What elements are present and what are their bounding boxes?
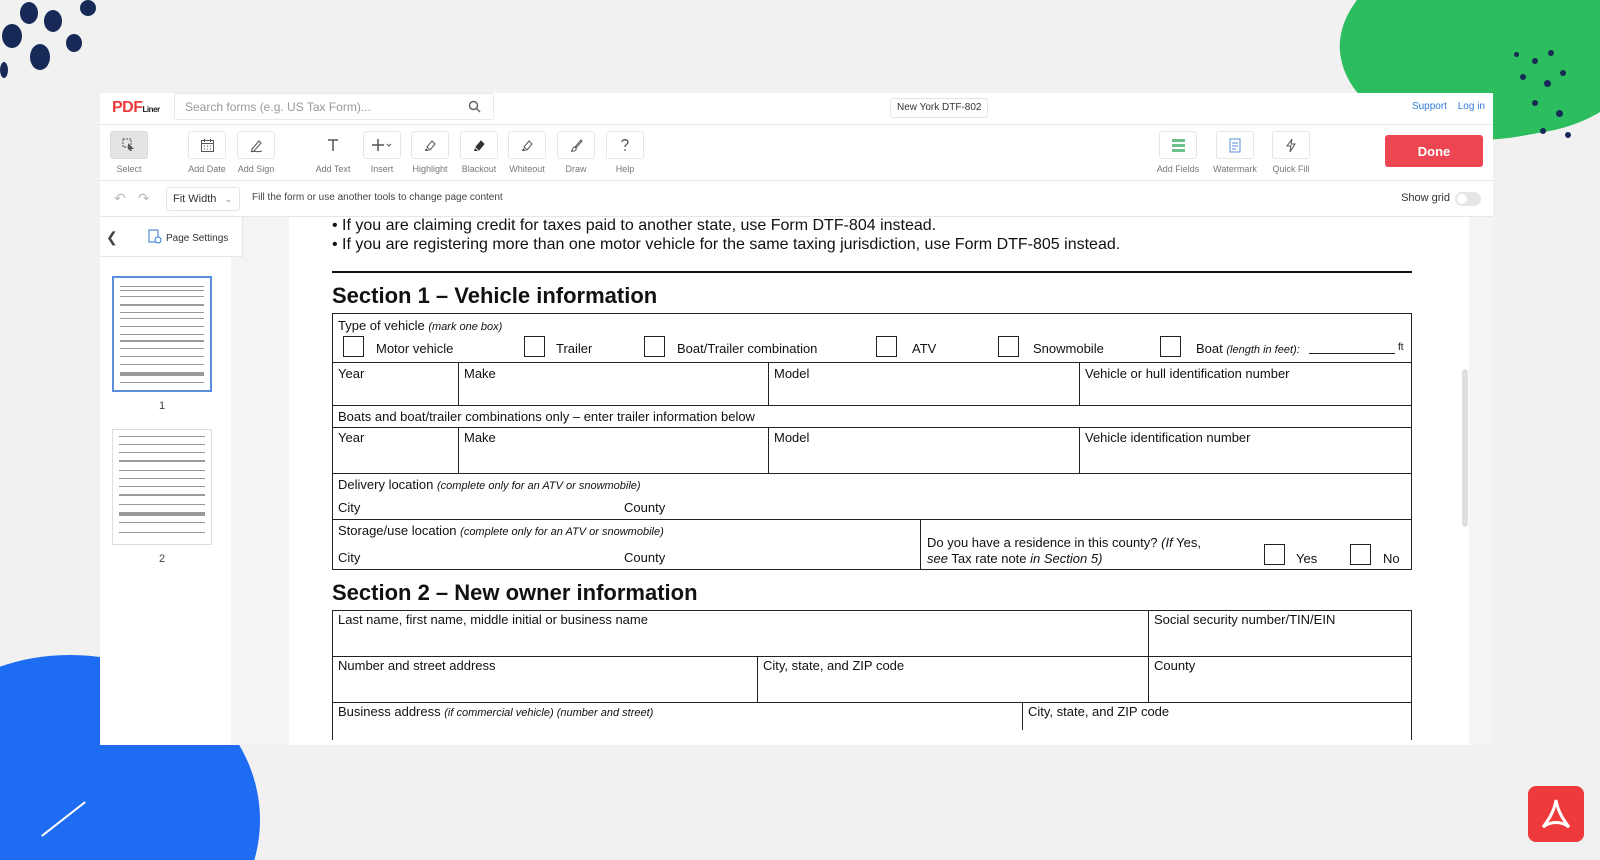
eraser-icon (508, 131, 546, 159)
redo-icon[interactable]: ↷ (138, 190, 150, 206)
model-label: Model (774, 366, 810, 381)
top-links (1404, 101, 1485, 112)
street-address-label: Number and street address (338, 658, 496, 673)
hint-text: Fill the form or use another tools to change page content (252, 192, 503, 203)
tool-label: Add Sign (237, 164, 275, 174)
row-line (332, 519, 1412, 520)
tool-add-fields[interactable] (1155, 131, 1201, 174)
tool-label: Select (116, 164, 142, 174)
highlighter-icon (411, 131, 449, 159)
document-scrollbar[interactable] (1462, 369, 1468, 527)
trailer-model-label: Model (774, 430, 810, 445)
checkbox-boat-trailer[interactable] (644, 336, 665, 357)
vehicle-type-label: Boat/Trailer combination (677, 341, 818, 356)
page-sidebar (100, 217, 243, 745)
tool-whiteout[interactable] (504, 131, 550, 174)
search-input[interactable] (185, 100, 455, 114)
col-line (768, 427, 769, 473)
trailer-make-label: Make (464, 430, 496, 445)
login-link[interactable]: Log in (1457, 101, 1485, 112)
calendar-icon (188, 131, 226, 159)
page-settings-button[interactable] (148, 229, 228, 247)
cursor-icon (110, 131, 148, 159)
tool-insert[interactable] (359, 131, 405, 174)
tool-label: Insert (370, 164, 394, 174)
section-divider (332, 271, 1412, 273)
city-state-zip-label: City, state, and ZIP code (763, 658, 905, 673)
page-clip (332, 745, 1422, 765)
show-grid-label: Show grid (1401, 192, 1450, 204)
document-name[interactable]: New York DTF-802 (890, 98, 988, 118)
text-icon (314, 131, 352, 159)
owner-county-label: County (1154, 658, 1196, 673)
col-line (1022, 702, 1023, 730)
storage-county-label: County (624, 550, 666, 565)
page-thumbnail-1[interactable] (112, 276, 212, 392)
tool-label: Whiteout (509, 164, 545, 174)
tool-add-sign[interactable] (233, 131, 279, 174)
vin-hull-label: Vehicle or hull identification number (1085, 366, 1290, 381)
tool-label: Watermark (1213, 164, 1257, 174)
business-city-state-zip-label: City, state, and ZIP code (1028, 704, 1170, 719)
tool-label: Draw (565, 164, 587, 174)
checkbox-atv[interactable] (876, 336, 897, 357)
row-line (332, 362, 1412, 363)
top-bar (100, 93, 1493, 125)
search-box (174, 93, 494, 120)
yes-label: Yes (1296, 551, 1318, 566)
storage-location-label: Storage/use location (complete only for an ATV or snowmobile) (338, 523, 664, 538)
pdf-logo-icon (1528, 786, 1584, 842)
row-line (332, 405, 1412, 406)
col-line (1079, 427, 1080, 473)
vehicle-type-label: Trailer (556, 341, 593, 356)
page-number-1: 1 (158, 400, 166, 412)
row-line (332, 427, 1412, 428)
tool-label: Help (615, 164, 635, 174)
plus-icon (363, 131, 401, 159)
boats-note-label: Boats and boat/trailer combinations only – enter trailer information below (338, 409, 755, 424)
tool-label: Add Date (188, 164, 226, 174)
tool-label: Add Fields (1156, 164, 1200, 174)
chevron-left-icon[interactable]: ❮ (106, 229, 118, 245)
pen-sign-icon (237, 131, 275, 159)
tool-watermark[interactable] (1212, 131, 1258, 174)
tool-add-text[interactable] (310, 131, 356, 174)
vehicle-type-label: ATV (912, 341, 937, 356)
delivery-county-label: County (624, 500, 666, 515)
page-number-2: 2 (158, 553, 166, 565)
zoom-select[interactable] (166, 187, 240, 211)
blackout-icon (460, 131, 498, 159)
col-line (458, 362, 459, 405)
section-2-title: Section 2 – New owner information (332, 580, 698, 605)
brush-icon (557, 131, 595, 159)
residence-question: Do you have a residence in this county? (If Yes, see Tax rate note in Section 5) (927, 535, 1201, 566)
undo-icon[interactable]: ↶ (114, 190, 126, 206)
storage-city-label: City (338, 550, 361, 565)
page-settings-label: Page Settings (166, 232, 229, 244)
checkbox-boat[interactable] (1160, 336, 1181, 357)
tool-help[interactable] (602, 131, 648, 174)
tool-label: Highlight (412, 164, 448, 174)
vehicle-type-label: Boat (length in feet): (1196, 341, 1300, 356)
search-icon[interactable] (468, 100, 481, 118)
tool-label: Quick Fill (1272, 164, 1310, 174)
checkbox-trailer[interactable] (524, 336, 545, 357)
support-link[interactable]: Support (1411, 101, 1447, 112)
toolbar (100, 125, 1493, 181)
lightning-icon (1272, 131, 1310, 159)
row-line (332, 702, 1412, 703)
tool-label: Add Text (315, 164, 351, 174)
boat-length-field[interactable] (1309, 353, 1395, 354)
tool-draw[interactable] (553, 131, 599, 174)
vehicle-type-label: Motor vehicle (376, 341, 454, 356)
tool-highlight[interactable] (407, 131, 453, 174)
delivery-city-label: City (338, 500, 361, 515)
col-line (757, 656, 758, 702)
page-thumbnail-2[interactable] (112, 429, 212, 545)
instruction-bullet: • If you are claiming credit for taxes paid to another state, use Form DTF-804 instead. (332, 217, 937, 234)
delivery-location-label: Delivery location (complete only for an ATV or snowmobile) (338, 477, 641, 492)
checkbox-snowmobile[interactable] (998, 336, 1019, 357)
ssn-label: Social security number/TIN/EIN (1154, 612, 1336, 627)
no-label: No (1383, 551, 1400, 566)
owner-info-table (332, 610, 1412, 740)
col-line (458, 427, 459, 473)
tool-add-date[interactable] (184, 131, 230, 174)
tool-quick-fill[interactable] (1268, 131, 1314, 174)
col-line (920, 519, 921, 570)
done-button[interactable]: Done (1385, 135, 1483, 167)
tool-select[interactable] (106, 131, 152, 174)
sidebar-scrollbar[interactable] (231, 257, 243, 745)
col-line (768, 362, 769, 405)
business-address-label: Business address (if commercial vehicle) (number and street) (338, 704, 654, 719)
row-line (332, 473, 1412, 474)
watermark-icon (1216, 131, 1254, 159)
col-line (1079, 362, 1080, 405)
checkbox-residence-yes[interactable] (1264, 544, 1285, 565)
sidebar-header (100, 217, 243, 257)
checkbox-residence-no[interactable] (1350, 544, 1371, 565)
make-label: Make (464, 366, 496, 381)
fields-icon (1159, 131, 1197, 159)
question-icon (606, 131, 644, 159)
page-settings-icon (148, 229, 162, 247)
tool-label: Blackout (461, 164, 497, 174)
trailer-year-label: Year (338, 430, 365, 445)
chevron-down-icon: ⌄ (224, 194, 232, 204)
app-logo[interactable]: PDFLiner (112, 99, 160, 116)
zoom-value: Fit Width (173, 193, 217, 205)
type-of-vehicle-label: Type of vehicle (mark one box) (338, 318, 503, 333)
sub-toolbar (100, 181, 1493, 217)
owner-name-label: Last name, first name, middle initial or business name (338, 612, 648, 627)
show-grid-toggle[interactable] (1455, 192, 1481, 206)
ft-label: ft (1398, 342, 1404, 353)
row-line (332, 656, 1412, 657)
year-label: Year (338, 366, 365, 381)
section-1-title: Section 1 – Vehicle information (332, 283, 658, 308)
vehicle-type-label: Snowmobile (1033, 341, 1104, 356)
trailer-vin-label: Vehicle identification number (1085, 430, 1251, 445)
instruction-bullet: • If you are registering more than one motor vehicle for the same taxing jurisdiction, use Form DTF-805 instead. (332, 236, 1121, 253)
checkbox-motor-vehicle[interactable] (343, 336, 364, 357)
tool-blackout[interactable] (456, 131, 502, 174)
